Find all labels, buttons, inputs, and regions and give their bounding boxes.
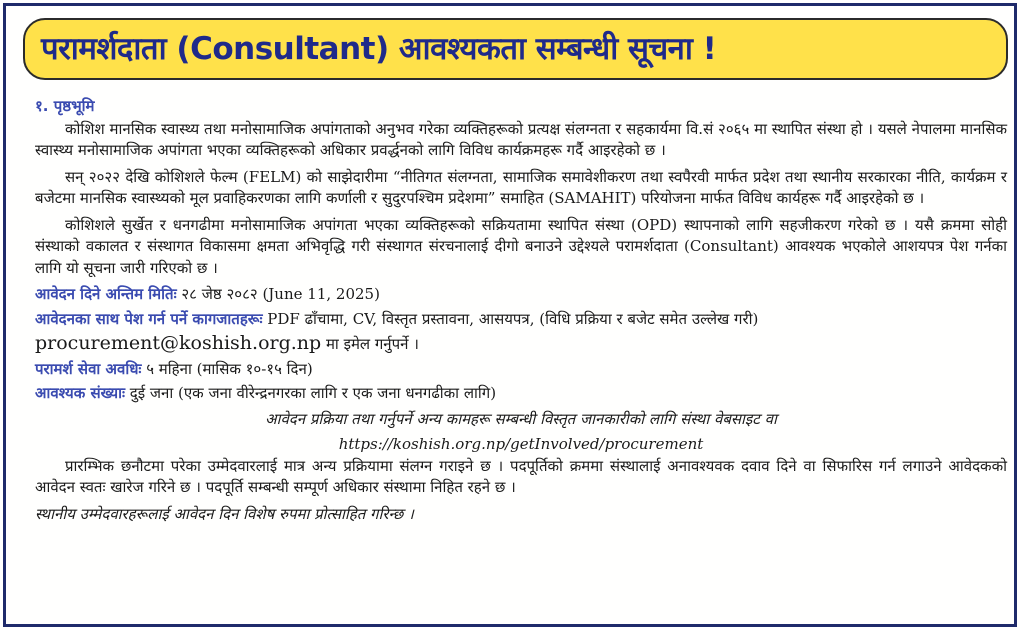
email-link[interactable]: procurement@koshish.org.np: [35, 332, 322, 354]
email-instruction: मा इमेल गर्नुपर्ने ।: [321, 335, 419, 353]
background-paragraph-1: कोशिश मानसिक स्वास्थ्य तथा मनोसामाजिक अपांगताको अनुभव गरेका व्यक्तिहरूको प्रत्यक्ष संलग्नता र सहकार्यमा वि.सं २०६५ मा स्थापित संस्था हो । यसले नेपालमा मानसिक स्वास्थ्य मनोसामाजिक अपांगता भएका व्यक्तिहरूको अधिकार प्रवर्द्धनको लागि विविध कार्यक्रमहरू गर्दै आइरहेको छ ।: [35, 119, 1007, 159]
duration-label: परामर्श सेवा अवधिः: [35, 359, 142, 378]
notice-frame: [3, 3, 1017, 627]
encouragement-note: स्थानीय उम्मेदवारहरूलाई आवेदन दिन विशेष रुपमा प्रोत्साहित गरिन्छ ।: [35, 504, 414, 523]
email-row: [35, 333, 1007, 356]
info-line: आवेदन प्रक्रिया तथा गर्नुपर्ने अन्य कामहरू सम्बन्धी विस्तृत जानकारीको लागि संस्था वेबसाइट वा: [265, 409, 777, 428]
notice-header-banner: [23, 18, 1008, 80]
positions-row: [35, 383, 1007, 405]
positions-value: दुई जना (एक जना वीरेन्द्रनगरका लागि र एक जना धनगढीका लागि): [125, 384, 497, 402]
documents-label: आवेदनका साथ पेश गर्न पर्ने कागजातहरूः: [35, 309, 263, 328]
duration-value: ५ महिना (मासिक १०-१५ दिन): [141, 359, 313, 378]
disclaimer-paragraph: प्रारम्भिक छनौटमा परेका उम्मेदवारलाई मात्र अन्य प्रक्रियामा संलग्न गराइने छ । पदपूर्तिको क्रममा संस्थालाई अनावश्यवक दवाव दिने वा सिफारिस गर्न लगाउने आवेदकको आवेदन स्वतः खारेज गरिने छ । पदपूर्ति सम्बन्धी सम्पूर्ण अधिकार संस्थामा निहित रहने छ ।: [35, 456, 1007, 496]
documents-value: PDF ढाँचामा, CV, विस्तृत प्रस्तावना, आसयपत्र, (विधि प्रक्रिया र बजेट समेत उल्लेख गरी): [262, 309, 759, 328]
deadline-row: [35, 284, 1007, 306]
deadline-value: २८ जेष्ठ २०८२ (June 11, 2025): [176, 285, 380, 303]
duration-row: [35, 359, 1007, 381]
section-title-background: १. पृष्ठभूमि: [35, 97, 95, 115]
procurement-url-link[interactable]: https://koshish.org.np/getInvolved/procurement: [338, 435, 704, 453]
notice-title: परामर्शदाता (Consultant) आवश्यकता सम्बन्धी सूचना !: [41, 31, 717, 67]
background-paragraph-2: सन् २०२२ देखि कोशिशले फेल्म (FELM) को साझेदारीमा “नीतिगत संलग्नता, सामाजिक समावेशीकरण तथा स्वपैरवी मार्फत प्रदेश तथा स्थानीय सरकारका नीति, कार्यक्रम र बजेटमा मानसिक स्वास्थ्यको मूल प्रवाहिकरणका लागि कर्णाली र सुदुरपश्चिम प्रदेशमा” समाहित (SAMAHIT) परियोजना मार्फत विविध कार्यहरू गर्दै आइरहेको छ ।: [35, 167, 1007, 207]
notice-body: [35, 96, 1007, 525]
documents-row: [35, 309, 1007, 331]
deadline-label: आवेदन दिने अन्तिम मितिः: [35, 285, 177, 303]
background-paragraph-3: कोशिशले सुर्खेत र धनगढीमा मनोसामाजिक अपांगता भएका व्यक्तिहरूको सक्रियतामा स्थापित संस्था (OPD) स्थापनाको लागि सहजीकरण गरेको छ । यसै क्रममा सोही संस्थाको वकालत र संस्थागत विकासमा क्षमता अभिवृद्धि गरी संस्थागत संरचनालाई दीगो बनाउने उद्देश्यले परामर्शदाता (Consultant) आवश्यक भएकोले आशयपत्र पेश गर्नका लागि यो सूचना जारी गरिएको छ ।: [35, 215, 1007, 277]
positions-label: आवश्यक संख्याः: [35, 384, 126, 402]
